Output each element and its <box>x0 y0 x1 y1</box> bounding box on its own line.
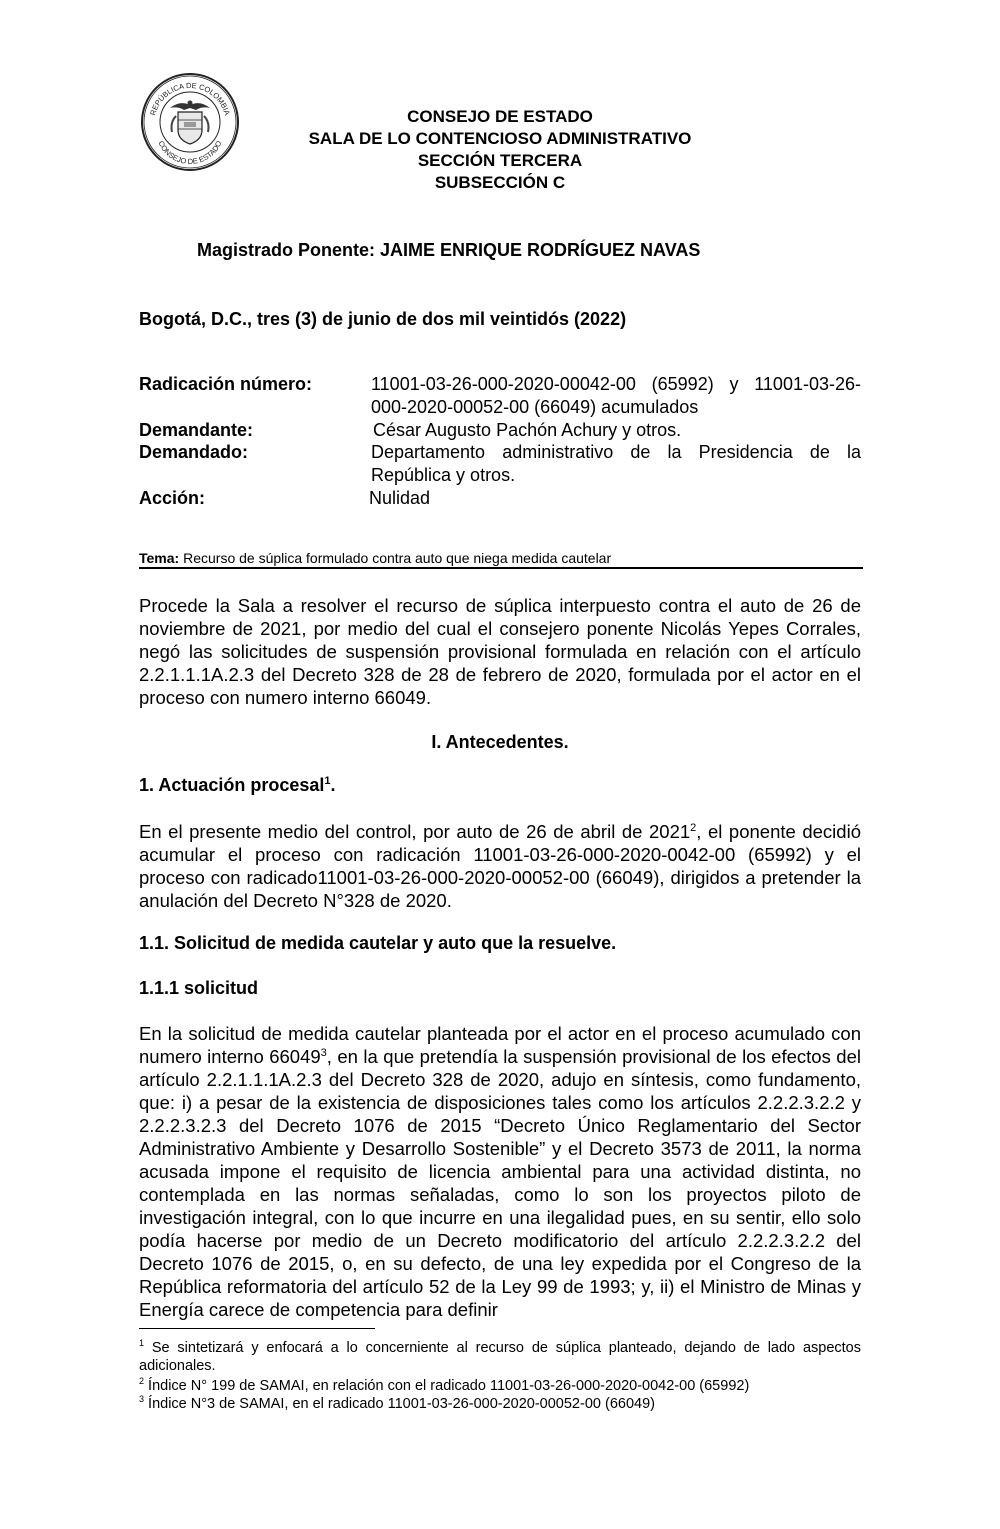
demandado-label: Demandado: <box>139 442 249 462</box>
header-line-2: SALA DE LO CONTENCIOSO ADMINISTRATIVO <box>308 129 692 148</box>
heading-actuacion-procesal <box>139 775 336 796</box>
magistrado-ponente: Magistrado Ponente: JAIME ENRIQUE RODRÍGUEZ NAVAS <box>197 240 701 260</box>
document-date: Bogotá, D.C., tres (3) de junio de dos mil veintidós (2022) <box>139 309 627 329</box>
footnote-1-number: 1 <box>139 1338 145 1349</box>
paragraph-solicitud-before: En la solicitud de medida cautelar planteada por el actor en el proceso acumulado con numero interno 66049 <box>139 1023 861 1067</box>
footnote-ref-3[interactable]: 3 <box>320 1046 327 1059</box>
seal-top-text: REPÚBLICA DE COLOMBIA <box>148 80 232 117</box>
demandante-value: César Augusto Pachón Achury y otros. <box>373 420 682 440</box>
document-header <box>240 106 760 194</box>
paragraph-acumulacion <box>139 820 861 912</box>
footnote-separator <box>139 1328 375 1329</box>
footnote-ref-2[interactable]: 2 <box>690 821 697 834</box>
heading-solicitud-medida: 1.1. Solicitud de medida cautelar y auto que la resuelve. <box>139 933 617 953</box>
paragraph-solicitud-after: , en la que pretendía la suspensión provisional de los efectos del artículo 2.2.1.1.1A.2.3 del Decreto 328 de 2020, adujo en síntesis, como fundamento, que: i) a pesar de la existencia de disposiciones tales como los artículos 2.2.2.3.2.2 y 2.2.2.3.2.3 del Decreto 1076 de 2015 “Decreto Único Reglamentario del Sector Administrativo Ambiente y Desarrollo Sostenible” y el Decreto 3573 de 2011, la norma acusada impone el requisito de licencia ambiental para una actividad distinta, no contemplada en las normas señaladas, como lo son los proyectos piloto de investigación integral, con lo que incurre en una ilegalidad pues, en su sentir, ello solo podía hacerse por medio de un Decreto modificatorio del artículo 2.2.2.3.2.2 del Decreto 1076 de 2015, o, en su defecto, de una ley expedida por el Congreso de la República reformatoria del artículo 52 de la Ley 99 de 1993; y, ii) el Ministro de Minas y Energía carece de competencia para definir <box>139 1046 861 1320</box>
header-line-3: SECCIÓN TERCERA <box>417 151 583 170</box>
demandado-value: Departamento administrativo de la Presidencia de la República y otros. <box>371 442 861 485</box>
header-line-4: SUBSECCIÓN C <box>434 173 566 192</box>
heading-solicitud: 1.1.1 solicitud <box>139 978 259 998</box>
section-title: I. Antecedentes. <box>431 732 569 752</box>
tema-label: Tema: <box>139 550 180 566</box>
paragraph-solicitud <box>139 1022 861 1321</box>
colombia-coat-of-arms-seal-icon <box>140 72 240 172</box>
heading-actuacion-after: . <box>330 775 336 795</box>
footnote-3-number: 3 <box>139 1394 145 1405</box>
intro-paragraph: Procede la Sala a resolver el recurso de súplica interpuesto contra el auto de 26 de noviembre de 2021, por medio del cual el consejero ponente Nicolás Yepes Corrales, negó las solicitudes de suspensión provisional formulada en relación con el artículo 2.2.1.1.1A.2.3 del Decreto 328 de 28 de febrero de 2020, formulada por el actor en el proceso con numero interno 66049. <box>139 595 861 708</box>
footnote-ref-1[interactable]: 1 <box>324 775 331 787</box>
footnote-2-text: Índice N° 199 de SAMAI, en relación con el radicado 11001-03-26-000-2020-0042-00 (65992) <box>144 1378 750 1394</box>
tema-text: Recurso de súplica formulado contra auto que niega medida cautelar <box>183 550 612 566</box>
header-line-1: CONSEJO DE ESTADO <box>407 107 593 126</box>
paragraph-acumulacion-after: , el ponente decidió acumular el proceso con radicación 11001-03-26-000-2020-0042-00 (65992) y el proceso con radicado11001-03-26-000-2020-00052-00 (66049), dirigidos a pretender la anulación del Decreto N°328 de 2020. <box>139 821 861 911</box>
footnote-1 <box>139 1339 861 1375</box>
radicacion-label: Radicación número: <box>139 374 313 394</box>
heading-actuacion-text: 1. Actuación procesal <box>139 775 325 795</box>
footnote-2-number: 2 <box>139 1376 145 1387</box>
paragraph-acumulacion-before: En el presente medio del control, por auto de 26 de abril de 2021 <box>139 821 691 842</box>
radicacion-value: 11001-03-26-000-2020-00042-00 (65992) y 11001-03-26-000-2020-00052-00 (66049) acumulados <box>371 374 861 417</box>
seal-bottom-text: CONSEJO DE ESTADO <box>156 139 224 167</box>
footnote-1-text: Se sintetizará y enfocará a lo concerniente al recurso de súplica planteado, dejando de lado aspectos adicionales. <box>139 1340 861 1374</box>
footnote-3-text: Índice N°3 de SAMAI, en el radicado 11001-03-26-000-2020-00052-00 (66049) <box>144 1396 655 1412</box>
demandante-label: Demandante: <box>139 420 254 440</box>
footnote-2 <box>139 1377 861 1395</box>
tema-line <box>139 550 863 569</box>
accion-label: Acción: <box>139 488 206 508</box>
accion-value: Nulidad <box>369 488 431 508</box>
footnote-3 <box>139 1395 861 1413</box>
